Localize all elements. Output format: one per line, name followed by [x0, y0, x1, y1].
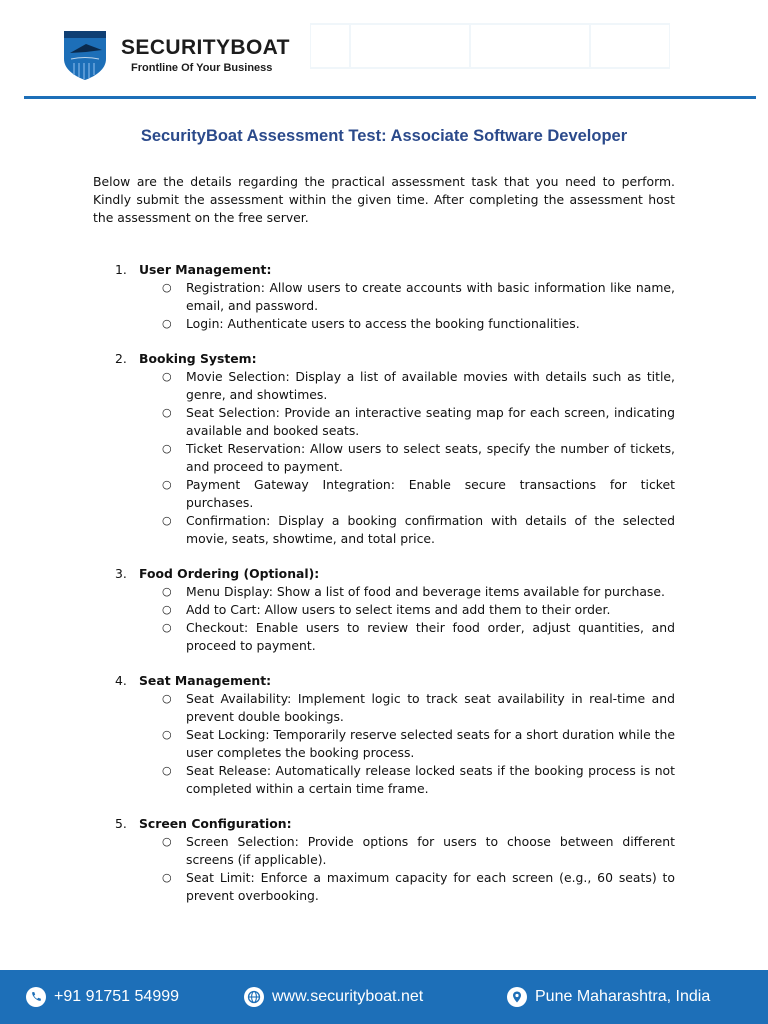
page-header — [0, 0, 768, 100]
page-footer — [0, 970, 768, 1024]
phone-icon — [26, 987, 46, 1007]
list-item-text: Ticket Reservation: Allow users to select seats, specify the number of tickets, and proceed to payment. — [186, 441, 675, 474]
header-watermark-graphic — [310, 18, 670, 78]
section-items — [93, 368, 675, 548]
list-item-text: Add to Cart: Allow users to select items and add them to their order. — [186, 602, 611, 617]
globe-icon — [244, 987, 264, 1007]
section-1 — [93, 261, 675, 333]
circle-bullet-icon: ○ — [162, 514, 172, 527]
section-heading — [93, 672, 675, 690]
section-2 — [93, 350, 675, 548]
section-title: Food Ordering (Optional): — [139, 566, 320, 581]
list-item — [93, 869, 675, 905]
section-5 — [93, 815, 675, 905]
list-item — [93, 762, 675, 798]
circle-bullet-icon: ○ — [162, 835, 172, 848]
section-heading — [93, 261, 675, 279]
list-item-text: Menu Display: Show a list of food and beverage items available for purchase. — [186, 584, 665, 599]
header-divider — [24, 96, 756, 99]
list-item — [93, 476, 675, 512]
securityboat-logo-icon — [62, 29, 108, 81]
circle-bullet-icon: ○ — [162, 281, 172, 294]
list-item-text: Login: Authenticate users to access the booking functionalities. — [186, 316, 580, 331]
list-item — [93, 368, 675, 404]
section-items — [93, 690, 675, 798]
section-title: User Management: — [139, 262, 272, 277]
circle-bullet-icon: ○ — [162, 406, 172, 419]
list-item — [93, 619, 675, 655]
circle-bullet-icon: ○ — [162, 621, 172, 634]
list-item — [93, 833, 675, 869]
list-item-text: Seat Availability: Implement logic to track seat availability in real-time and prevent double bookings. — [186, 691, 675, 724]
section-heading — [93, 350, 675, 368]
footer-phone — [26, 970, 179, 1024]
list-item-text: Seat Locking: Temporarily reserve selected seats for a short duration while the user completes the booking process. — [186, 727, 675, 760]
list-item-text: Movie Selection: Display a list of available movies with details such as title, genre, and showtimes. — [186, 369, 675, 402]
intro-paragraph: Below are the details regarding the practical assessment task that you need to perform. Kindly submit the assessment within the given time. After completing the assessment host the assessment on the free server. — [93, 174, 675, 225]
brand-tagline: Frontline Of Your Business — [131, 62, 273, 74]
location-pin-icon — [507, 987, 527, 1007]
section-items — [93, 833, 675, 905]
list-item-text: Seat Release: Automatically release locked seats if the booking process is not completed within a certain time frame. — [186, 763, 675, 796]
footer-location-text: Pune Maharashtra, India — [535, 988, 711, 1005]
section-title: Screen Configuration: — [139, 816, 292, 831]
section-items — [93, 583, 675, 655]
list-item — [93, 440, 675, 476]
section-items — [93, 279, 675, 333]
document-title: SecurityBoat Assessment Test: Associate Software Developer — [140, 127, 628, 145]
list-item — [93, 583, 675, 601]
circle-bullet-icon: ○ — [162, 603, 172, 616]
list-item-text: Seat Limit: Enforce a maximum capacity for each screen (e.g., 60 seats) to prevent overbooking. — [186, 870, 675, 903]
circle-bullet-icon: ○ — [162, 871, 172, 884]
circle-bullet-icon: ○ — [162, 692, 172, 705]
list-item — [93, 512, 675, 548]
footer-website[interactable] — [244, 970, 423, 1024]
list-item-text: Confirmation: Display a booking confirmation with details of the selected movie, seats, showtime, and total price. — [186, 513, 675, 546]
circle-bullet-icon: ○ — [162, 370, 172, 383]
section-title: Booking System: — [139, 351, 257, 366]
section-heading — [93, 565, 675, 583]
list-item-text: Screen Selection: Provide options for users to choose between different screens (if applicable). — [186, 834, 675, 867]
list-item — [93, 279, 675, 315]
circle-bullet-icon: ○ — [162, 317, 172, 330]
circle-bullet-icon: ○ — [162, 478, 172, 491]
list-item — [93, 601, 675, 619]
section-number: 1. — [115, 262, 127, 277]
requirements-list — [93, 261, 675, 922]
section-number: 5. — [115, 816, 127, 831]
footer-location — [507, 970, 710, 1024]
footer-phone-text: +91 91751 54999 — [54, 988, 180, 1005]
section-number: 2. — [115, 351, 127, 366]
list-item — [93, 404, 675, 440]
footer-website-link[interactable]: www.securityboat.net — [272, 988, 424, 1005]
section-number: 3. — [115, 566, 127, 581]
list-item — [93, 315, 675, 333]
circle-bullet-icon: ○ — [162, 442, 172, 455]
section-3 — [93, 565, 675, 655]
section-heading — [93, 815, 675, 833]
list-item — [93, 690, 675, 726]
circle-bullet-icon: ○ — [162, 585, 172, 598]
circle-bullet-icon: ○ — [162, 764, 172, 777]
list-item-text: Registration: Allow users to create accounts with basic information like name, email, and password. — [186, 280, 675, 313]
list-item — [93, 726, 675, 762]
section-title: Seat Management: — [139, 673, 272, 688]
brand-name: SECURITYBOAT — [121, 36, 290, 59]
list-item-text: Seat Selection: Provide an interactive seating map for each screen, indicating available and booked seats. — [186, 405, 675, 438]
section-4 — [93, 672, 675, 798]
list-item-text: Payment Gateway Integration: Enable secure transactions for ticket purchases. — [186, 477, 675, 510]
list-item-text: Checkout: Enable users to review their food order, adjust quantities, and proceed to payment. — [186, 620, 675, 653]
section-number: 4. — [115, 673, 127, 688]
circle-bullet-icon: ○ — [162, 728, 172, 741]
